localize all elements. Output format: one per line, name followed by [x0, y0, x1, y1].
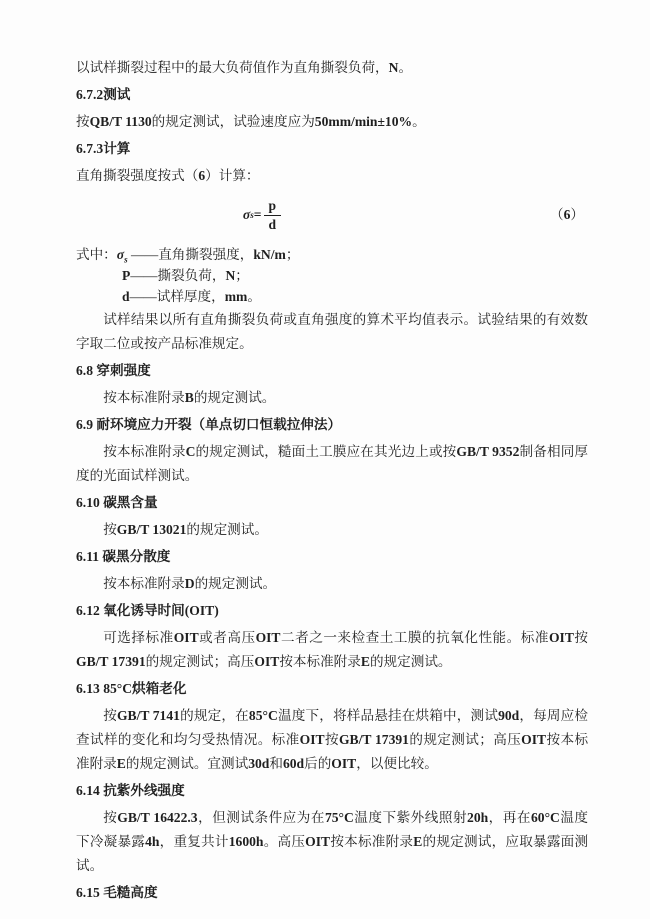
text-run: ）计算：	[205, 168, 260, 183]
text-run: 的规定测试，试验速度应为	[151, 114, 315, 129]
text-run: QB/T 1130	[89, 114, 152, 129]
text-run: ，但测试条件应为在	[197, 810, 325, 825]
text-run: 50mm/min±10%	[314, 114, 413, 129]
text-run: ——撕裂负荷，	[130, 268, 226, 283]
text-run: 按本标准附录	[330, 834, 414, 849]
paragraph	[76, 110, 588, 134]
text-run: ）	[570, 207, 584, 222]
formula-term-line	[76, 287, 588, 307]
text-run: mm	[224, 289, 248, 304]
text-run: ，再在	[488, 810, 531, 825]
text-run: 按	[573, 630, 589, 645]
text-run: 和	[269, 756, 283, 771]
text-run: 按本标准附录	[103, 390, 185, 405]
text-run: ，以便比较。	[356, 756, 438, 771]
formula-expression: σ s = $\frac{p}{d}$	[243, 198, 281, 233]
section-heading	[76, 779, 588, 803]
text-run: 30d	[248, 756, 270, 771]
text-run: 按本标准附录	[103, 444, 186, 459]
text-run: C	[185, 444, 196, 459]
text-run: OIT	[254, 654, 280, 669]
text-run: ——直角撕裂强度，	[127, 247, 254, 262]
paragraph	[76, 704, 588, 776]
text-run: 制备相同厚度的光面试样测试。	[76, 444, 589, 483]
text-run: 的规定测试；高压	[408, 732, 522, 747]
text-run: 的规定测试，应取暴露面测试。	[76, 834, 589, 873]
text-run: 。	[412, 114, 426, 129]
text-run: P	[122, 268, 131, 283]
paragraph	[76, 626, 588, 674]
document-body	[76, 56, 588, 905]
text-run: 的规定测试。	[369, 654, 452, 669]
text-run: ；	[235, 268, 249, 283]
fraction	[264, 198, 282, 233]
text-run: 的规定测试。	[186, 522, 268, 537]
text-run: 的规定，在	[179, 708, 249, 723]
text-run: σ	[116, 247, 125, 262]
text-run: OIT	[548, 630, 574, 645]
paragraph	[76, 56, 588, 80]
text-run: OIT	[173, 630, 199, 645]
paragraph	[76, 572, 588, 596]
section-heading	[76, 677, 588, 701]
text-run: 温度下，将样品悬挂在烘箱中，测试	[277, 708, 499, 723]
text-run: 20h	[467, 810, 489, 825]
paragraph	[76, 806, 588, 878]
text-run: OIT	[299, 732, 325, 747]
text-run: 的规定测试。	[194, 576, 277, 591]
text-run: 试样结果以所有直角撕裂负荷或直角强度的算术平均值表示。试验结果的有效数字取二位或按产品标准规定。	[76, 312, 588, 351]
text-run: 60d	[282, 756, 305, 771]
text-run: 75°C	[324, 810, 354, 825]
text-run: B	[184, 390, 194, 405]
text-run: （	[550, 207, 564, 222]
text-run: ——试样厚度，	[129, 289, 225, 304]
text-run: 式中：	[76, 247, 117, 262]
formula-6	[76, 191, 588, 239]
text-run: 按	[103, 810, 118, 825]
text-run: 二者之一来检查土工膜的抗氧化性能。标准	[280, 630, 549, 645]
formula-term-line	[76, 245, 588, 265]
text-run: 按本标准附录	[76, 732, 589, 771]
text-run: 6	[198, 168, 206, 183]
text-run: 60°C	[530, 810, 560, 825]
text-run: 温度下紫外线照射	[353, 810, 468, 825]
text-run: 6.10 碳黑含量	[76, 495, 158, 510]
text-run: GB/T 13021	[116, 522, 187, 537]
text-run: 。高压	[263, 834, 306, 849]
text-run: 90d	[498, 708, 520, 723]
text-run: 6.8 穿刺强度	[76, 363, 151, 378]
text-run: 按	[103, 522, 117, 537]
text-run: GB/T 17391	[338, 732, 409, 747]
text-run: ，重复共计	[159, 834, 229, 849]
text-run: 6.14 抗紫外线强度	[76, 783, 185, 798]
text-run: OIT	[331, 756, 357, 771]
formula-number	[550, 203, 584, 223]
paragraph	[76, 164, 588, 188]
section-heading	[76, 545, 588, 569]
text-run: GB/T 7141	[116, 708, 180, 723]
text-run: σ	[242, 207, 251, 222]
text-run: 4h	[145, 834, 160, 849]
text-run: N	[388, 60, 399, 75]
text-run: 6.7.3计算	[76, 141, 131, 156]
text-run: 后的	[304, 756, 332, 771]
section-heading	[76, 881, 588, 905]
text-run: 直角撕裂强度按式（	[76, 168, 199, 183]
text-run: 可选择标准	[103, 630, 174, 645]
text-run: GB/T 16422.3	[117, 810, 198, 825]
text-run: D	[184, 576, 195, 591]
text-run: =	[253, 207, 262, 222]
text-run: kN/m	[253, 247, 286, 262]
text-run: 6.11 碳黑分散度	[76, 549, 171, 564]
text-run: 。	[398, 60, 413, 75]
text-run: E	[413, 834, 423, 849]
text-run: 6.12 氧化诱导时间(OIT)	[76, 603, 219, 618]
text-run: 1600h	[228, 834, 264, 849]
text-run: 按	[324, 732, 339, 747]
text-run: OIT	[521, 732, 547, 747]
text-run: 的规定测试。	[193, 390, 276, 405]
text-run: 按	[103, 708, 117, 723]
fraction-denominator: d	[268, 216, 277, 232]
text-run: 按	[76, 114, 90, 129]
text-run: 的规定测试；高压	[145, 654, 255, 669]
text-run: N	[225, 268, 236, 283]
text-run: E	[360, 654, 370, 669]
text-run: OIT	[305, 834, 331, 849]
text-run: 的规定测试，糙面土工膜应在其光边上或按	[195, 444, 457, 459]
text-run: OIT	[255, 630, 281, 645]
text-run: 85°C	[248, 708, 278, 723]
section-heading	[76, 83, 588, 107]
text-run: ，每周应检查试样的变化和均匀受热情况。标准	[76, 708, 589, 747]
section-heading	[76, 137, 588, 161]
text-run: 6.15 毛糙高度	[76, 885, 158, 900]
fraction-numerator: p	[264, 198, 282, 216]
text-run: 6.9 耐环境应力开裂（单点切口恒载拉伸法）	[76, 417, 342, 432]
section-heading	[76, 413, 588, 437]
text-run: 6.7.2测试	[76, 87, 131, 102]
section-heading	[76, 599, 588, 623]
text-run: 。	[247, 289, 261, 304]
text-run: 按本标准附录	[279, 654, 361, 669]
paragraph	[76, 386, 588, 410]
formula-term-line	[76, 266, 588, 286]
paragraph	[76, 440, 588, 488]
text-run: 的规定测试。宜测试	[125, 756, 249, 771]
text-run: 温度下冷凝暴露	[76, 810, 589, 849]
section-heading	[76, 359, 588, 383]
paragraph	[76, 308, 588, 356]
text-run: 6.13 85°C烘箱老化	[76, 681, 187, 696]
text-run: 以试样撕裂过程中的最大负荷值作为直角撕裂负荷，	[76, 60, 389, 75]
text-run: ；	[285, 247, 300, 262]
text-run: 或者高压	[198, 630, 256, 645]
text-run: 6	[563, 207, 571, 222]
text-run: GB/T 17391	[76, 654, 146, 669]
text-run: d	[122, 289, 130, 304]
text-run: GB/T 9352	[456, 444, 520, 459]
text-run: E	[116, 756, 126, 771]
paragraph	[76, 518, 588, 542]
text-run: 按本标准附录	[103, 576, 185, 591]
section-heading	[76, 491, 588, 515]
text-run: s	[124, 254, 128, 265]
